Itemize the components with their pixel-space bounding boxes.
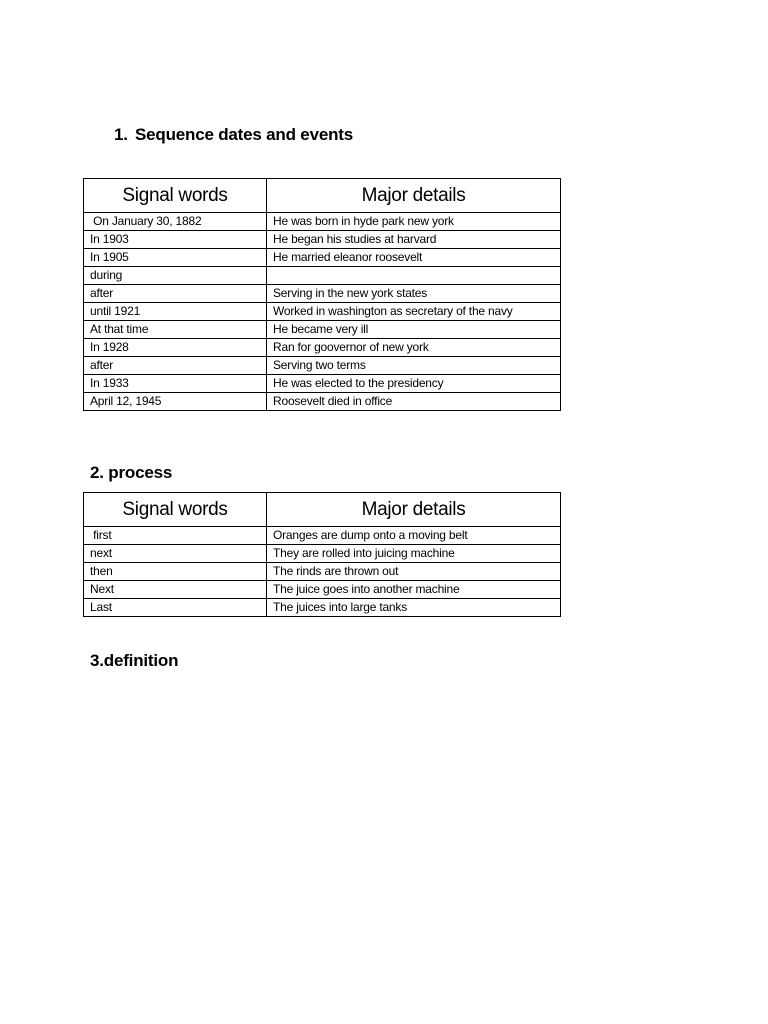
table-row [84,321,561,339]
major-detail-cell [267,267,561,285]
table-row [84,357,561,375]
signal-word-cell: In 1928 [84,339,267,357]
signal-word-cell: At that time [84,321,267,339]
signal-word-cell: during [84,267,267,285]
signal-word-cell: next [84,545,267,563]
table-row [84,339,561,357]
process-table [83,492,561,617]
section-1-number: 1. [114,125,128,144]
signal-word-cell: then [84,563,267,581]
major-detail-cell: He married eleanor roosevelt [267,249,561,267]
signal-word-cell: first [84,527,267,545]
signal-word-cell: In 1933 [84,375,267,393]
table-row [84,545,561,563]
signal-words-header: Signal words [84,493,267,527]
signal-word-cell: Last [84,599,267,617]
major-detail-cell: He became very ill [267,321,561,339]
table-row [84,249,561,267]
major-detail-cell: He was elected to the presidency [267,375,561,393]
table-row [84,563,561,581]
table-row [84,375,561,393]
major-detail-cell: Ran for goovernor of new york [267,339,561,357]
major-detail-cell: Roosevelt died in office [267,393,561,411]
table-row [84,231,561,249]
table-row [84,581,561,599]
table-row [84,393,561,411]
major-detail-cell: Oranges are dump onto a moving belt [267,527,561,545]
major-details-header: Major details [267,179,561,213]
sequence-table [83,178,561,411]
signal-word-cell: In 1903 [84,231,267,249]
major-detail-cell: The rinds are thrown out [267,563,561,581]
major-detail-cell: They are rolled into juicing machine [267,545,561,563]
signal-word-cell: until 1921 [84,303,267,321]
table-row [84,303,561,321]
section-1-heading [114,125,353,145]
major-details-header: Major details [267,493,561,527]
signal-word-cell: In 1905 [84,249,267,267]
table-row [84,285,561,303]
signal-word-cell: Next [84,581,267,599]
signal-word-cell: after [84,357,267,375]
section-1-title: Sequence dates and events [135,125,353,144]
section-3-heading: 3.definition [90,651,179,670]
table-header-row [84,493,561,527]
major-detail-cell: The juices into large tanks [267,599,561,617]
signal-word-cell: On January 30, 1882 [84,213,267,231]
section-2-heading: 2. process [90,463,173,482]
major-detail-cell: The juice goes into another machine [267,581,561,599]
signal-word-cell: after [84,285,267,303]
table-row [84,267,561,285]
table-row [84,599,561,617]
major-detail-cell: He began his studies at harvard [267,231,561,249]
major-detail-cell: He was born in hyde park new york [267,213,561,231]
signal-words-header: Signal words [84,179,267,213]
major-detail-cell: Serving in the new york states [267,285,561,303]
signal-word-cell: April 12, 1945 [84,393,267,411]
table-header-row [84,179,561,213]
major-detail-cell: Worked in washington as secretary of the navy [267,303,561,321]
major-detail-cell: Serving two terms [267,357,561,375]
table-row [84,527,561,545]
table-row [84,213,561,231]
